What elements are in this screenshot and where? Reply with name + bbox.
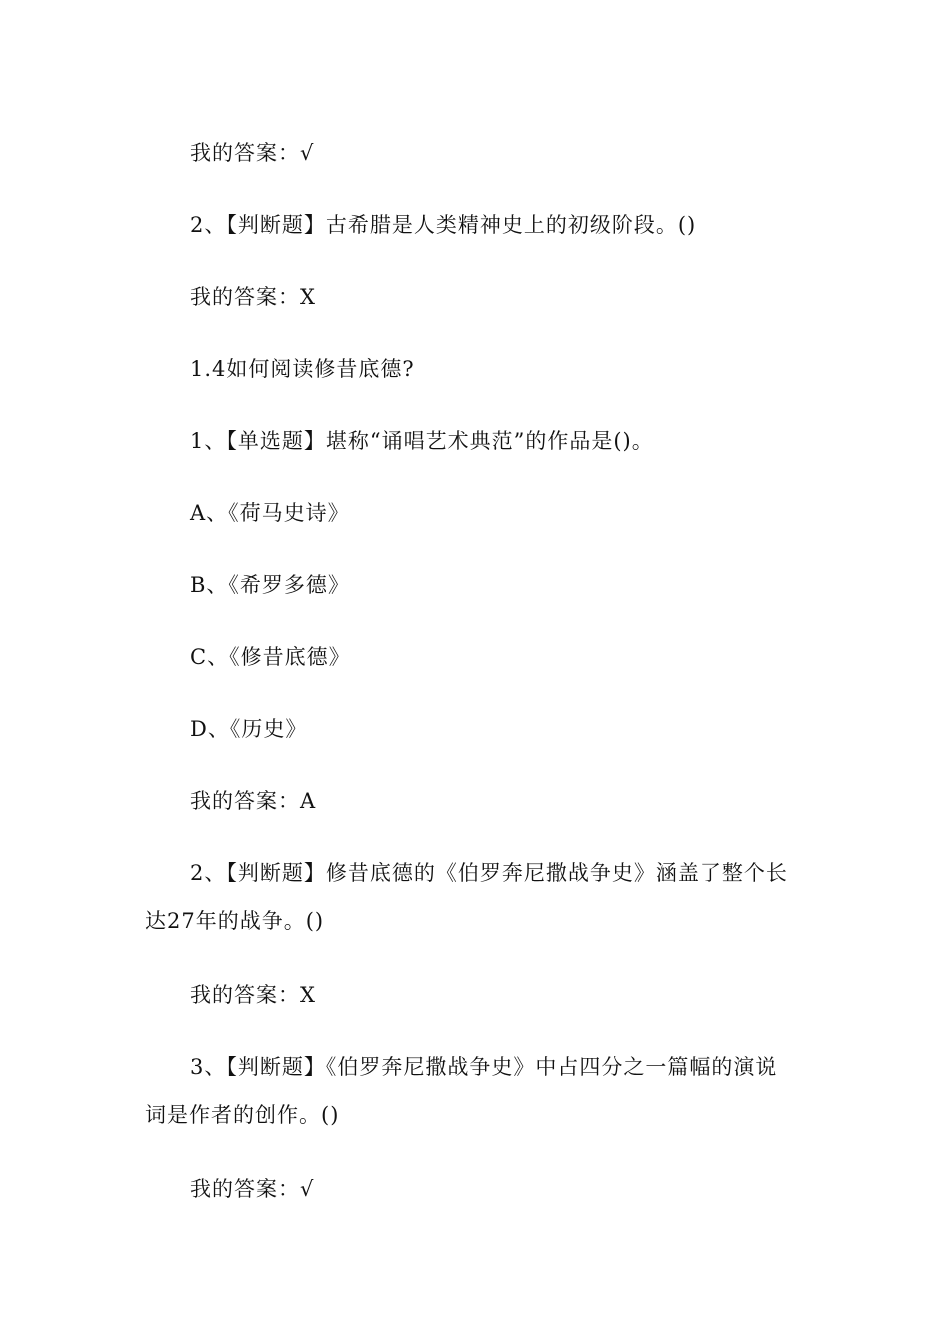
question-judgment: 3、【判断题】《伯罗奔尼撒战争史》中占四分之一篇幅的演说 — [190, 1055, 778, 1079]
option-d: D、《历史》 — [190, 717, 308, 741]
question-judgment-continued: 词是作者的创作。() — [145, 1103, 340, 1127]
option-a: A、《荷马史诗》 — [190, 501, 350, 525]
question-judgment: 2、【判断题】修昔底德的《伯罗奔尼撒战争史》涵盖了整个长 — [190, 861, 788, 885]
section-heading: 1.4如何阅读修昔底德? — [190, 357, 415, 381]
answer-line: 我的答案：√ — [190, 141, 315, 165]
option-b: B、《希罗多德》 — [190, 573, 350, 597]
question-judgment-continued: 达27年的战争。() — [145, 909, 325, 933]
answer-line: 我的答案：√ — [190, 1177, 315, 1201]
answer-line: 我的答案：A — [190, 789, 317, 813]
answer-line: 我的答案：X — [190, 285, 316, 309]
answer-line: 我的答案：X — [190, 983, 316, 1007]
question-single-choice: 1、【单选题】堪称“诵唱艺术典范”的作品是()。 — [190, 429, 654, 453]
option-c: C、《修昔底德》 — [190, 645, 351, 669]
question-judgment: 2、【判断题】古希腊是人类精神史上的初级阶段。() — [190, 213, 697, 237]
